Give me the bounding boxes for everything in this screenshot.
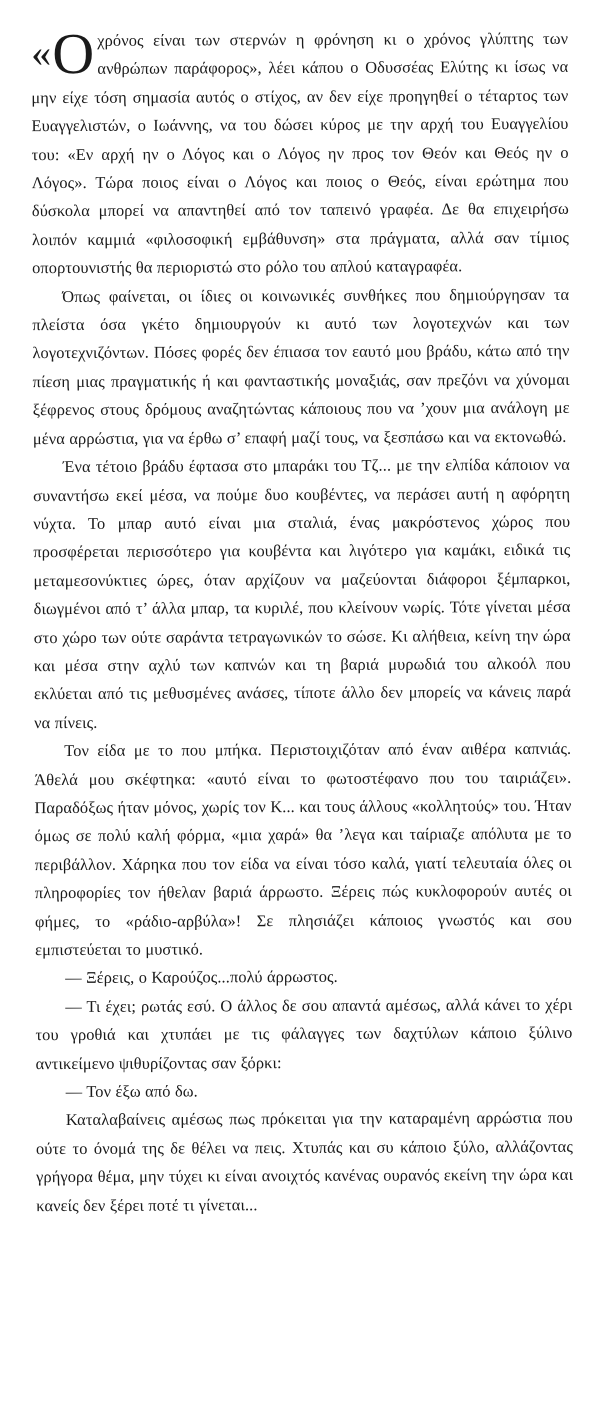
paragraph-4: Τον είδα με το που μπήκα. Περιστοιχιζόταν από έναν αιθέρα καπνιάς. Άθελά μου σκέφτηκα: «αυτό είναι το φωτοστέφανο που του ταιριάζει». Παραδόξως ήταν μόνος, χωρίς τον Κ... και τους άλλους «κολλητούς» του. Ήταν όμως σε πολύ καλή φόρμα, «μια χαρά» θα ’λεγα και ταίριαζε απόλυτα με το περιβάλλον. Χάρηκα που τον είδα να είναι τόσο καλά, γιατί τελευταία όλες οι πληροφορίες τον ήθελαν βαριά άρρωστο. Ξέρεις πώς κυκλοφορούν αυτές οι φήμες, το «ράδιο-αρβύλα»! Σε πλησιάζει κάποιος γνωστός και σου εμπιστεύεται το μυστικό. <box>34 738 572 960</box>
open-quote-mark: « <box>31 30 52 76</box>
paragraph-opening <box>31 20 570 283</box>
dialogue-line-2: — Τι έχει; ρωτάς εσύ. Ο άλλος δε σου απαντά αμέσως, αλλά κάνει το χέρι του γροθιά και χτυπάει με τις φάλαγγες των δαχτύλων κάποιο ξύλινο αντικείμενο ψιθυρίζοντας σαν ξόρκι: <box>35 994 573 1073</box>
dialogue-line-1: — Ξέρεις, ο Καρούζος...πολύ άρρωστος. <box>65 967 338 988</box>
paragraph-closing: Καταλαβαίνεις αμέσως πως πρόκειται για την καταραμένη αρρώστια που ούτε το όνομά της δε θέλει να πεις. Χτυπάς και συ κάποιο ξύλο, αλλάζοντας γρήγορα θέμα, μην τύχει κι είναι ανοιχτός κανένας ουρανός εκείνη την ώρα και κανείς δεν ξέρει ποτέ τι γίνεται... <box>35 1108 574 1215</box>
paragraph-text: χρόνος είναι των στερνών η φρόνηση κι ο χρόνος γλύπτης των ανθρώπων παράφορος», λέει κάπου ο Οδυσσέας Ελύτης κι ίσως να μην είχε τόση σημασία αυτός ο στίχος, αν δεν είχε προηγηθεί ο τέταρτος των Ευαγγελιστών, ο Ιωάννης, να του δώσει κύρος με την αρχή του Ευαγγελίου του: «Εν αρχή ην ο Λόγος και ο Λόγος ην προς τον Θεόν και Θεός ην ο Λόγος». Τώρα ποιος είναι ο Λόγος και ποιος ο Θεός, είναι ερώτημα που δύσκολα μπορεί να απαντηθεί από τον ταπεινό γραφέα. Δε θα επιχειρήσω λοιπόν καμμιά «φιλοσοφική εμβάθυνση» στα πράγματα, αλλά σαν τίμιος οπορτουνιστής θα περιοριστώ στο ρόλο του απλού καταγραφέα. <box>31 28 570 278</box>
paragraph-3: Ένα τέτοιο βράδυ έφτασα στο μπαράκι του Τζ... με την ελπίδα κάποιον να συναντήσω εκεί μέσα, να πούμε δυο κουβέντες, να περάσει αυτή η αφόρητη νύχτα. Το μπαρ αυτό είναι μια σταλιά, ένας μακρόστενος χώρος που προσφέρεται περισσότερο για κουβέντα και λιγότερο για καμάκι, ειδικά τις μεταμεσονύκτιες ώρες, όταν αρχίζουν να μαζεύονται διάφοροι ξέμπαρκοι, διωγμένοι από τ’ άλλα μπαρ, τα κυριλέ, που κλείνουν νωρίς. Τότε γίνεται μέσα στο χώρο των ούτε σαράντα τετραγωνικών το σώσε. Κι αλήθεια, κείνη την ώρα και μέσα στην αχλύ των καπνών και τη βαριά μυρωδιά του αλκοόλ που εκλύεται από τις μεθυσμένες ανάσες, τίποτε άλλο δεν μπορείς να κάνεις παρά να πίνεις. <box>33 454 572 732</box>
drop-cap-letter: Ο <box>52 20 95 87</box>
paragraph-2: Όπως φαίνεται, οι ίδιες οι κοινωνικές συνθήκες που δημιούργησαν τα πλείστα όσα γκέτο δημιουργούν κι αυτό των λογοτεχνών και των λογοτεχνιζόντων. Πόσες φορές δεν έπιασα τον εαυτό μου βράδυ, κάτω από την πίεση μιας πραγματικής ή και φανταστικής μοναξιάς, σαν πρεζόνι να χύνομαι ξέφρενος στους δρόμους αναζητώντας κάποιους που να ’χουν μια ανάλογη με μένα αρρώστια, για να έρθω σ’ επαφή μαζί τους, να ξεσπάσω και να εκτονωθώ. <box>32 284 570 448</box>
dialogue-line-3: — Τον έξω από δω. <box>65 1081 198 1102</box>
document-body <box>31 20 574 1220</box>
